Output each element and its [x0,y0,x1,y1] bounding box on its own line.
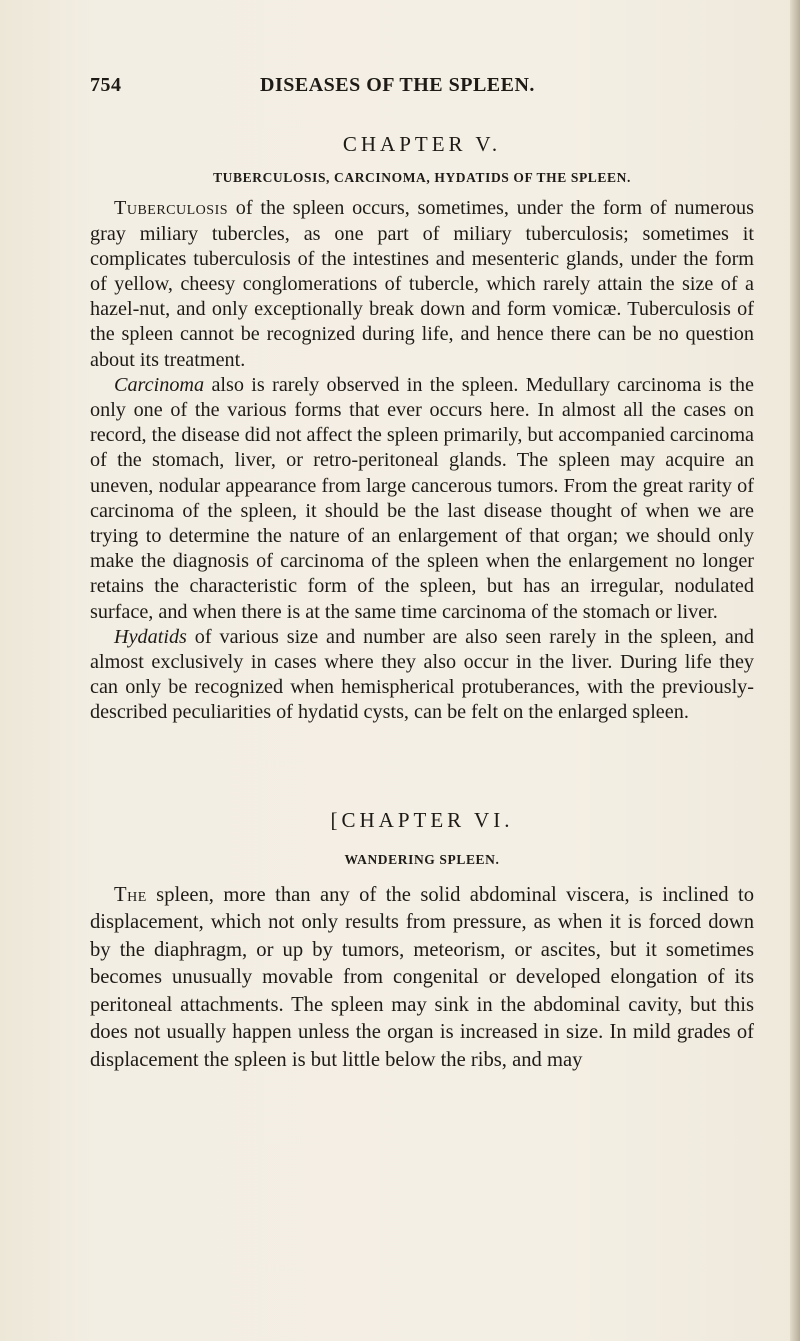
page-edge [790,0,800,1341]
chapter-subtitle: TUBERCULOSIS, CARCINOMA, HYDATIDS OF THE SPLEEN. [213,170,631,186]
lead-word: Tuberculosis [114,197,229,220]
running-header [90,74,750,104]
chapter-title: CHAPTER V. [342,132,502,156]
page-number: 754 [90,74,122,96]
chapter-title: [CHAPTER VI. [330,807,514,832]
paragraph-hydatids [90,625,754,726]
lead-word: Carcinoma [114,373,205,396]
paragraph-text: of various size and number are also seen rarely in the spleen, and almost exclusively in cases where they also occur in the liver. During life they can only be recognized when hemispherical protuberances, with the previously-described peculiarities of hydatid cysts, can be felt on the enlarged spleen. [90,625,754,724]
page-body [90,122,754,1074]
paragraph-wandering-spleen [90,882,754,1074]
chapter-vi [90,808,754,1074]
paragraph-text: spleen, more than any of the solid abdominal viscera, is inclined to displacement, which not only results from pressure, as when it is forced down by the diaphragm, or up by tumors, meteorism, or ascites, but it sometimes becomes unusually movable from congenital or developed elongation of its peritoneal attachments. The spleen may sink in the abdominal cavity, but this does not usually happen unless the organ is increased in size. In mild grades of displacement the spleen is but little below the ribs, and may [90,884,754,1071]
paragraph-text: also is rarely observed in the spleen. Medullary carcinoma is the only one of the various forms that ever occurs here. In almost all the cases on record, the disease did not affect the spleen primarily, but accompanied carcinoma of the stomach, liver, or retro-peritoneal glands. The spleen may acquire an uneven, nodular appearance from large cancerous tumors. From the great rarity of carcinoma of the spleen, it should be the last disease thought of when we are trying to determine the nature of an enlargement of that organ; we should only make the diagnosis of carcinoma of the spleen when the enlargement no longer retains the characteristic form of the spleen, but has an irregular, nodulated surface, and when there is at the same time carcinoma of the stomach or liver. [90,373,754,623]
paragraph-tuberculosis [90,196,754,372]
chapter-subtitle: WANDERING SPLEEN. [344,851,500,867]
lead-word: The [114,884,147,907]
lead-word: Hydatids [114,625,187,648]
chapter-v [90,132,754,726]
paragraph-carcinoma [90,373,754,625]
paragraph-text: of the spleen occurs, sometimes, under the form of numerous gray miliary tubercles, as one part of miliary tuberculosis; sometimes it complicates tuberculosis of the intestines and mesenteric glands, under the form of yellow, cheesy conglomerations of tubercle, which rarely attain the size of a hazel-nut, and only exceptionally break down and form vomicæ. Tuberculosis of the spleen cannot be recognized during life, and hence there can be no question about its treatment. [90,197,754,371]
running-title: DISEASES OF THE SPLEEN. [260,74,535,96]
